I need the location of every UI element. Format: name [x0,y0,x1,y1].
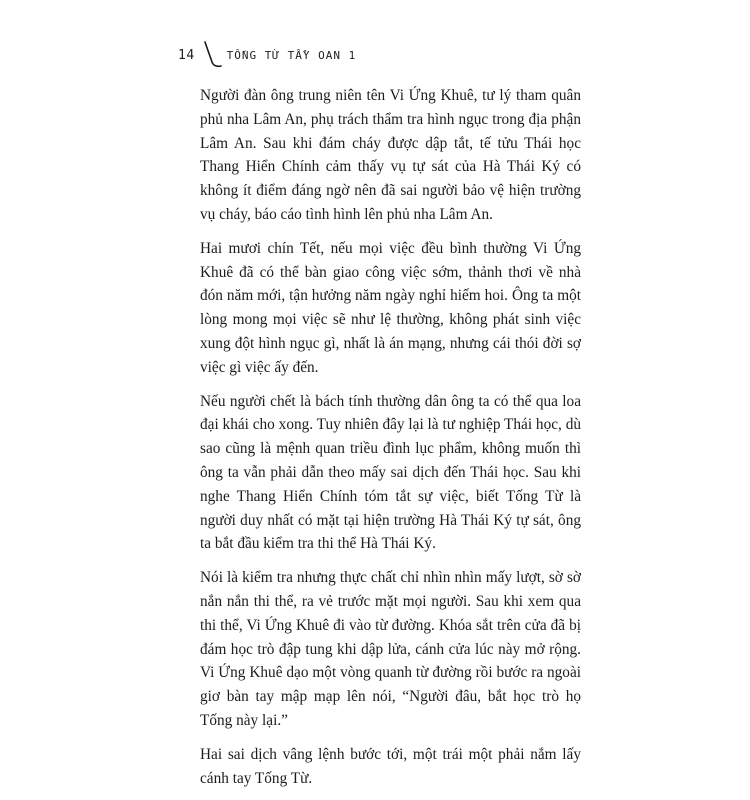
brush-stroke-icon [199,40,225,70]
paragraph: Nói là kiểm tra nhưng thực chất chỉ nhìn nhìn mấy lượt, sờ sờ nắn nắn thi thể, ra vẻ trước mặt mọi người. Sau khi xem qua thi thể, Vi Ứng Khuê đi vào từ đường. Khóa sắt trên cửa đã bị đám học trò đập tung khi dập lửa, cánh cửa lúc này mở rộng. Vi Ứng Khuê dạo một vòng quanh từ đường rồi bước ra ngoài giơ bàn tay mập mạp lên nói, “Người đâu, bắt học trò họ Tống này lại.” [200,569,581,729]
paragraph: Nếu người chết là bách tính thường dân ông ta có thể qua loa đại khái cho xong. Tuy nhiên đây lại là tư nghiệp Thái học, dù sao cũng là mệnh quan triều đình lục phẩm, không muốn thì ông ta vẫn phải dẫn theo mấy sai dịch đến Thái học. Sau khi nghe Thang Hiển Chính tóm tắt sự việc, biết Tống Từ là người duy nhất có mặt tại hiện trường Hà Thái Ký tự sát, ông ta bắt đầu kiểm tra thi thể Hà Thái Ký. [200,392,581,553]
page-number: 14 [178,47,195,63]
paragraph: Người đàn ông trung niên tên Vi Ứng Khuê, tư lý tham quân phủ nha Lâm An, phụ trách thẩm tra hình ngục trong địa phận Lâm An. Sau khi đám cháy được dập tắt, tế tửu Thái học Thang Hiển Chính cảm thấy vụ tự sát của Hà Thái Ký có không ít điểm đáng ngờ nên đã sai người bảo vệ hiện trường vụ cháy, báo cáo tình hình lên phủ nha Lâm An. [200,87,581,223]
body-text [200,84,581,800]
paragraph: Hai mươi chín Tết, nếu mọi việc đều bình thường Vi Ứng Khuê đã có thể bàn giao công việc sớm, thảnh thơi về nhà đón năm mới, tận hưởng năm ngày nghỉ hiếm hoi. Ông ta một lòng mong mọi việc sẽ như lệ thường, không phát sinh việc xung đột hình ngục gì, nhất là án mạng, nhưng cái thói đời sợ việc gì việc ấy đến. [200,239,581,376]
paragraph: Hai sai dịch vâng lệnh bước tới, một trái một phải nắm lấy cánh tay Tống Từ. [200,745,581,787]
running-header [178,40,356,70]
running-title: TỐNG TỪ TẨY OAN 1 [226,48,357,62]
